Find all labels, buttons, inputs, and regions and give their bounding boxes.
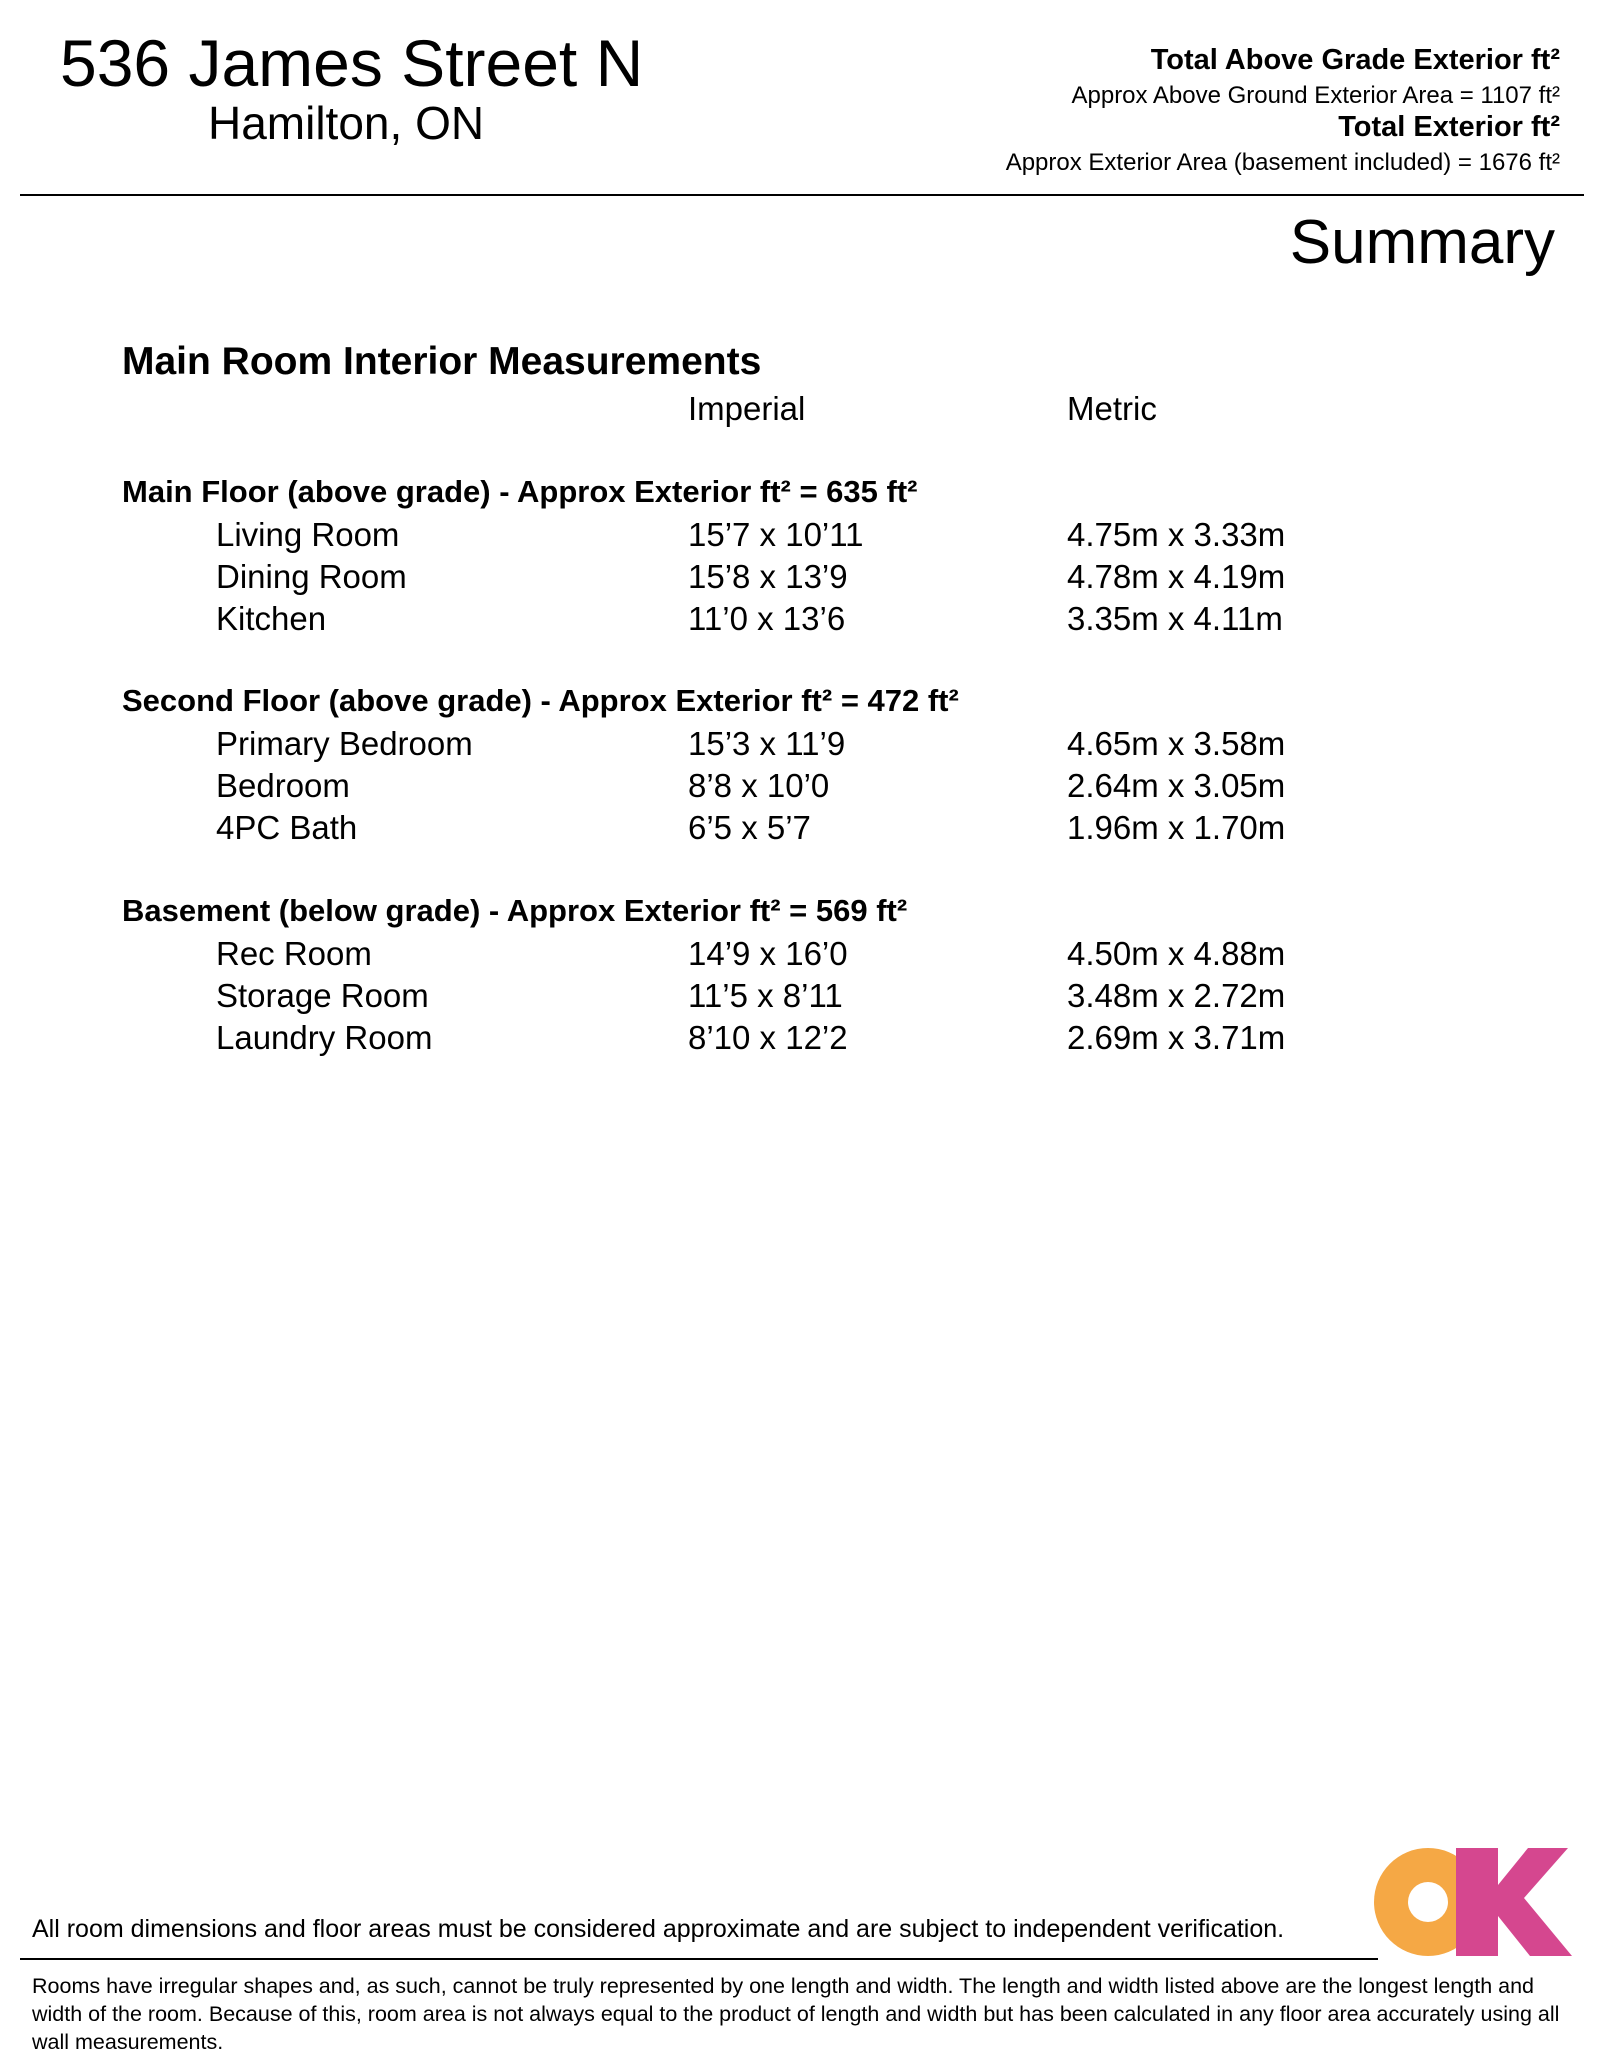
room-metric: 4.75m x 3.33m bbox=[1067, 516, 1286, 553]
room-row bbox=[0, 811, 1600, 853]
footer-note: Rooms have irregular shapes and, as such, cannot be truly represented by one length and width. The length and width listed above are the longest length and width of the room. Because of this, room area is not always equal to the product of length and width but has been calculated in any floor area accurately using all wall measurements. bbox=[32, 1974, 1560, 2054]
room-name: Storage Room bbox=[216, 977, 429, 1014]
floor-heading: Second Floor (above grade) - Approx Exterior ft² = 472 ft² bbox=[122, 683, 959, 718]
total-above-grade-label: Total Above Grade Exterior ft² bbox=[1150, 44, 1560, 76]
address-city: Hamilton, ON bbox=[208, 97, 485, 149]
room-row bbox=[0, 518, 1600, 560]
column-header-imperial: Imperial bbox=[688, 390, 806, 427]
floor-heading: Main Floor (above grade) - Approx Exterior ft² = 635 ft² bbox=[122, 474, 918, 509]
room-imperial: 15’3 x 11’9 bbox=[688, 725, 846, 762]
room-imperial: 15’8 x 13’9 bbox=[688, 558, 848, 595]
room-metric: 4.50m x 4.88m bbox=[1067, 935, 1286, 972]
disclaimer-text: All room dimensions and floor areas must be considered approximate and are subject to independent verification. bbox=[32, 1915, 1285, 1943]
room-metric: 3.48m x 2.72m bbox=[1067, 977, 1286, 1014]
room-imperial: 6’5 x 5’7 bbox=[688, 809, 811, 846]
total-exterior-value: Approx Exterior Area (basement included) = 1676 ft² bbox=[1005, 149, 1560, 176]
room-row bbox=[0, 727, 1600, 769]
footer-divider bbox=[20, 1958, 1378, 1960]
room-name: 4PC Bath bbox=[216, 809, 358, 846]
room-name: Laundry Room bbox=[216, 1019, 433, 1056]
column-header-metric: Metric bbox=[1067, 390, 1157, 427]
header-divider bbox=[20, 194, 1584, 196]
room-imperial: 15’7 x 10’11 bbox=[688, 516, 864, 553]
room-row bbox=[0, 1021, 1600, 1063]
room-metric: 4.65m x 3.58m bbox=[1067, 725, 1286, 762]
room-name: Dining Room bbox=[216, 558, 407, 595]
room-name: Kitchen bbox=[216, 600, 327, 637]
total-exterior-label: Total Exterior ft² bbox=[1338, 111, 1560, 143]
room-imperial: 8’10 x 12’2 bbox=[688, 1019, 848, 1056]
room-metric: 3.35m x 4.11m bbox=[1067, 600, 1283, 637]
address-street: 536 James Street N bbox=[60, 26, 644, 100]
floor-heading: Basement (below grade) - Approx Exterior ft² = 569 ft² bbox=[122, 893, 908, 928]
total-above-grade-value: Approx Above Ground Exterior Area = 1107 ft² bbox=[1071, 82, 1560, 109]
room-imperial: 11’0 x 13’6 bbox=[688, 600, 846, 637]
room-row bbox=[0, 979, 1600, 1021]
measurements-title: Main Room Interior Measurements bbox=[122, 340, 762, 383]
room-name: Rec Room bbox=[216, 935, 372, 972]
room-imperial: 11’5 x 8’11 bbox=[688, 977, 843, 1014]
room-row bbox=[0, 602, 1600, 644]
room-metric: 2.69m x 3.71m bbox=[1067, 1019, 1286, 1056]
page-title: Summary bbox=[1289, 208, 1555, 277]
room-row bbox=[0, 560, 1600, 602]
room-metric: 4.78m x 4.19m bbox=[1067, 558, 1286, 595]
room-row bbox=[0, 769, 1600, 811]
photographer-logo bbox=[1372, 1848, 1572, 1956]
room-name: Bedroom bbox=[216, 767, 350, 804]
room-metric: 2.64m x 3.05m bbox=[1067, 767, 1286, 804]
room-name: Primary Bedroom bbox=[216, 725, 473, 762]
room-metric: 1.96m x 1.70m bbox=[1067, 809, 1286, 846]
room-imperial: 14’9 x 16’0 bbox=[688, 935, 848, 972]
room-row bbox=[0, 937, 1600, 979]
room-imperial: 8’8 x 10’0 bbox=[688, 767, 830, 804]
room-name: Living Room bbox=[216, 516, 400, 553]
